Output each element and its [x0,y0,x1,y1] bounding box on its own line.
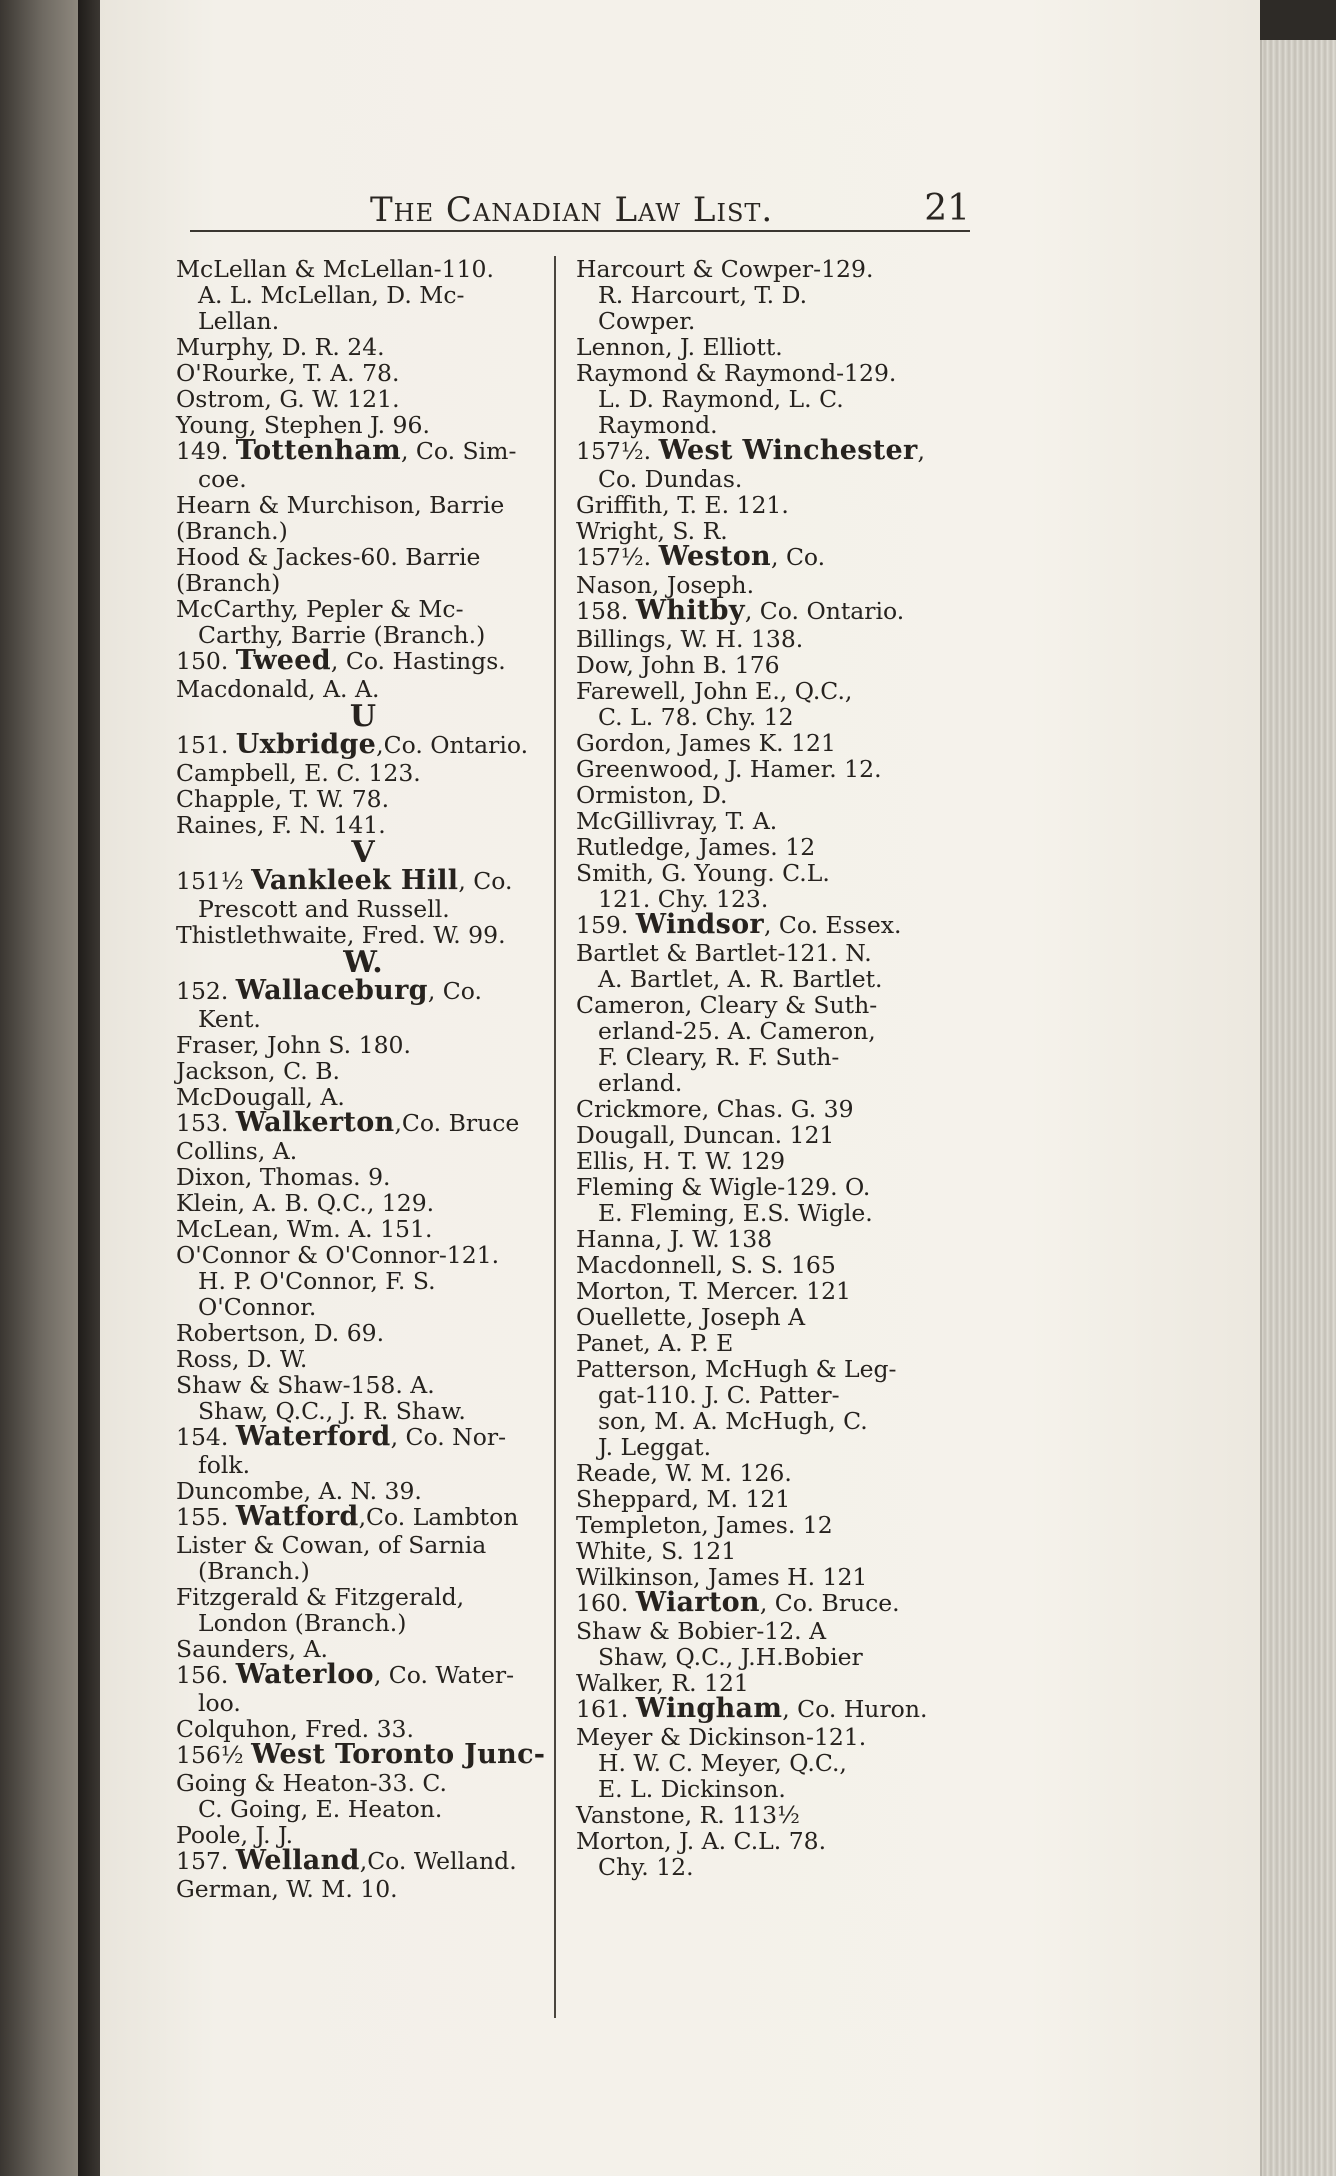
listing-line: Sheppard, M. 121 [576,1485,791,1513]
town-county: , Co. Essex. [763,911,902,939]
listing-line: Morton, J. A. C.L. 78. [576,1827,827,1855]
listing-line: Billings, W. H. 138. [576,625,804,653]
town-county: ,Co. Bruce [394,1109,520,1137]
town-name: Welland [235,1845,360,1876]
town-name: Watford [235,1501,359,1532]
listing-line: London (Branch.) [198,1609,407,1637]
town-county: ,Co. Lambton [358,1503,519,1531]
listing-line: E. L. Dickinson. [598,1775,786,1803]
listing-line: Ellis, H. T. W. 129 [576,1147,786,1175]
listing-line: (Branch) [176,569,281,597]
listing-line: Chy. 12. [598,1853,694,1881]
listing-line: Co. Dundas. [598,465,743,493]
listing-line: Morton, T. Mercer. 121 [576,1277,851,1305]
town-heading [576,435,974,466]
town-heading [176,865,550,896]
listing-line: Raymond. [598,411,718,439]
listing-line: A. L. McLellan, D. Mc- [198,281,465,309]
listing-line: Panet, A. P. E [576,1329,734,1357]
listing-line: gat-110. J. C. Patter- [598,1381,840,1409]
listing-line: Ouellette, Joseph A [576,1303,806,1331]
listing-line: McDougall, A. [176,1083,345,1111]
listing-line: Macdonnell, S. S. 165 [576,1251,836,1279]
town-number: 153. [176,1109,236,1137]
listing-line: Ostrom, G. W. 121. [176,385,400,413]
listing-line: son, M. A. McHugh, C. [598,1407,868,1435]
listing-line: McGillivray, T. A. [576,807,778,835]
listing-line: White, S. 121 [576,1537,737,1565]
town-number: 151½ [176,867,252,895]
listing-line: Hood & Jackes-60. Barrie [176,543,481,571]
listing-line: Klein, A. B. Q.C., 129. [176,1189,435,1217]
town-name: Whitby [635,595,745,626]
listing-line: O'Rourke, T. A. 78. [176,359,400,387]
town-county: , Co. Water- [373,1661,515,1689]
town-county: ,Co. Ontario. [376,731,529,759]
town-number: 157. [176,1847,236,1875]
listing-line: Farewell, John E., Q.C., [576,677,853,705]
listing-line: Campbell, E. C. 123. [176,759,421,787]
listing-line: Wright, S. R. [576,517,728,545]
town-number: 157½. [576,543,659,571]
listing-line: Shaw & Bobier-12. A [576,1617,827,1645]
listing-line: C. L. 78. Chy. 12 [598,703,794,731]
listing-line: German, W. M. 10. [176,1875,398,1903]
town-county: , Co. [771,543,826,571]
listing-line: coe. [198,465,247,493]
listing-line: Going & Heaton-33. C. [176,1769,448,1797]
header-rule [190,230,970,232]
town-name: Tweed [235,645,331,676]
listing-line: H. W. C. Meyer, Q.C., [598,1749,847,1777]
book-gutter [78,0,100,2176]
listing-line: Saunders, A. [176,1635,329,1663]
listing-line: Thistlethwaite, Fred. W. 99. [176,921,506,949]
town-number: 155. [176,1503,236,1531]
town-heading [576,595,974,626]
town-number: 157½. [576,437,659,465]
town-county: , Co. Bruce. [759,1589,900,1617]
listing-line: Fraser, John S. 180. [176,1031,411,1059]
town-heading [576,909,974,940]
listing-line: L. D. Raymond, L. C. [598,385,844,413]
listing-line: Bartlet & Bartlet-121. N. [576,939,872,967]
listing-line: folk. [198,1451,251,1479]
left-column [176,256,550,1902]
town-name: West Toronto Junc- [251,1739,546,1770]
listing-line: 121. Chy. 123. [598,885,769,913]
column-divider [554,256,556,2018]
listing-line: E. Fleming, E.S. Wigle. [598,1199,873,1227]
town-name: Weston [658,541,771,572]
listing-line: Lennon, J. Elliott. [576,333,783,361]
town-heading [176,1107,550,1138]
listing-line: Fitzgerald & Fitzgerald, [176,1583,465,1611]
listing-line: Greenwood, J. Hamer. 12. [576,755,882,783]
previous-page-edge [0,0,78,2176]
town-county: , Co. Ontario. [744,597,905,625]
town-county: , [917,437,925,465]
town-heading [176,1845,550,1876]
listing-line: Dow, John B. 176 [576,651,780,679]
listing-line: Dixon, Thomas. 9. [176,1163,391,1191]
listing-line: Ormiston, D. [576,781,728,809]
town-number: 151. [176,731,236,759]
town-name: West Winchester [658,435,918,466]
listing-line: erland-25. A. Cameron, [598,1017,876,1045]
listing-line: McLean, Wm. A. 151. [176,1215,433,1243]
listing-line: Macdonald, A. A. [176,675,380,703]
listing-line: Cameron, Cleary & Suth- [576,991,878,1019]
listing-line: Hanna, J. W. 138 [576,1225,773,1253]
town-county: , Co. Nor- [390,1423,507,1451]
running-header-title: The Canadian Law List. [370,190,774,230]
town-name: Windsor [635,909,764,940]
listing-line: Wilkinson, James H. 121 [576,1563,868,1591]
listing-line: McLellan & McLellan-110. [176,255,494,283]
listing-line: Crickmore, Chas. G. 39 [576,1095,854,1123]
listing-line: Prescott and Russell. [198,895,450,923]
town-name: Walkerton [235,1107,395,1138]
listing-line: Harcourt & Cowper-129. [576,255,874,283]
listing-line: erland. [598,1069,683,1097]
listing-line: O'Connor & O'Connor-121. [176,1241,500,1269]
listing-line: Templeton, James. 12 [576,1511,833,1539]
town-number: 161. [576,1695,636,1723]
listing-line: Gordon, James K. 121 [576,729,836,757]
running-header [190,186,970,232]
town-county: , Co. Hastings. [330,647,506,675]
town-name: Waterloo [235,1659,374,1690]
town-number: 159. [576,911,636,939]
listing-line: Kent. [198,1005,261,1033]
town-number: 156½ [176,1741,252,1769]
listing-line: Reade, W. M. 126. [576,1459,792,1487]
town-heading [176,1421,550,1452]
town-number: 160. [576,1589,636,1617]
page-number: 21 [924,188,970,229]
town-heading [176,975,550,1006]
town-name: Wallaceburg [235,975,428,1006]
town-number: 149. [176,437,236,465]
town-heading [576,1693,974,1724]
listing-line: Carthy, Barrie (Branch.) [198,621,486,649]
listing-line: Shaw, Q.C., J. R. Shaw. [198,1397,466,1425]
town-heading [176,435,550,466]
listing-line: Meyer & Dickinson-121. [576,1723,867,1751]
right-column [576,256,974,1880]
town-county: , Co. [427,977,482,1005]
section-letter: V [351,835,375,870]
town-number: 154. [176,1423,236,1451]
listing-line: Lellan. [198,307,280,335]
listing-line: Murphy, D. R. 24. [176,333,385,361]
section-letter: W. [343,945,383,980]
listing-line: Shaw & Shaw-158. A. [176,1371,435,1399]
listing-line: A. Bartlet, A. R. Bartlet. [598,965,883,993]
listing-line: Walker, R. 121 [576,1669,749,1697]
town-name: Vankleek Hill [251,865,459,896]
listing-line: Duncombe, A. N. 39. [176,1477,422,1505]
listing-line: C. Going, E. Heaton. [198,1795,443,1823]
town-number: 158. [576,597,636,625]
listing-line: Fleming & Wigle-129. O. [576,1173,871,1201]
town-heading [176,729,550,760]
listing-line: Rutledge, James. 12 [576,833,816,861]
town-name: Tottenham [235,435,401,466]
listing-line: Chapple, T. W. 78. [176,785,390,813]
listing-line: Robertson, D. 69. [176,1319,385,1347]
listing-line: Shaw, Q.C., J.H.Bobier [598,1643,863,1671]
listing-line: J. Leggat. [598,1433,712,1461]
town-number: 152. [176,977,236,1005]
listing-line: Ross, D. W. [176,1345,308,1373]
listing-line: Nason, Joseph. [576,571,755,599]
listing-line: (Branch.) [176,517,288,545]
town-number: 156. [176,1661,236,1689]
listing-line: R. Harcourt, T. D. [598,281,808,309]
town-county: , Co. [458,867,513,895]
town-heading [576,541,974,572]
listing-line: Jackson, C. B. [176,1057,340,1085]
listing-line: Hearn & Murchison, Barrie [176,491,505,519]
section-letter: U [349,699,377,734]
listing-line: (Branch.) [198,1557,310,1585]
listing-line: Griffith, T. E. 121. [576,491,789,519]
listing-line: Cowper. [598,307,696,335]
listing-line: Poole, J. J. [176,1821,294,1849]
listing-line: Young, Stephen J. 96. [176,411,430,439]
town-heading [576,1587,974,1618]
listing-line: Collins, A. [176,1137,298,1165]
listing-line: H. P. O'Connor, F. S. [198,1267,436,1295]
listing-line: Vanstone, R. 113½ [576,1801,800,1829]
listing-line: loo. [198,1689,241,1717]
town-name: Waterford [235,1421,391,1452]
listing-line: Raymond & Raymond-129. [576,359,897,387]
town-heading [176,1659,550,1690]
listing-line: Lister & Cowan, of Sarnia [176,1531,487,1559]
town-name: Wingham [635,1693,783,1724]
town-heading [176,1739,550,1770]
listing-line: McCarthy, Pepler & Mc- [176,595,464,623]
listing-line: Dougall, Duncan. 121 [576,1121,835,1149]
town-name: Uxbridge [235,729,377,760]
page-stack-edge [1260,40,1336,2176]
town-heading [176,645,550,676]
town-name: Wiarton [635,1587,760,1618]
listing-line: Raines, F. N. 141. [176,811,386,839]
town-heading [176,1501,550,1532]
town-county: ,Co. Welland. [359,1847,517,1875]
town-county: , Co. Sim- [400,437,517,465]
town-number: 150. [176,647,236,675]
listing-line: Colquhon, Fred. 33. [176,1715,414,1743]
listing-line: O'Connor. [198,1293,317,1321]
listing-line: F. Cleary, R. F. Suth- [598,1043,840,1071]
town-county: , Co. Huron. [782,1695,928,1723]
listing-line: Smith, G. Young. C.L. [576,859,830,887]
listing-line: Patterson, McHugh & Leg- [576,1355,897,1383]
